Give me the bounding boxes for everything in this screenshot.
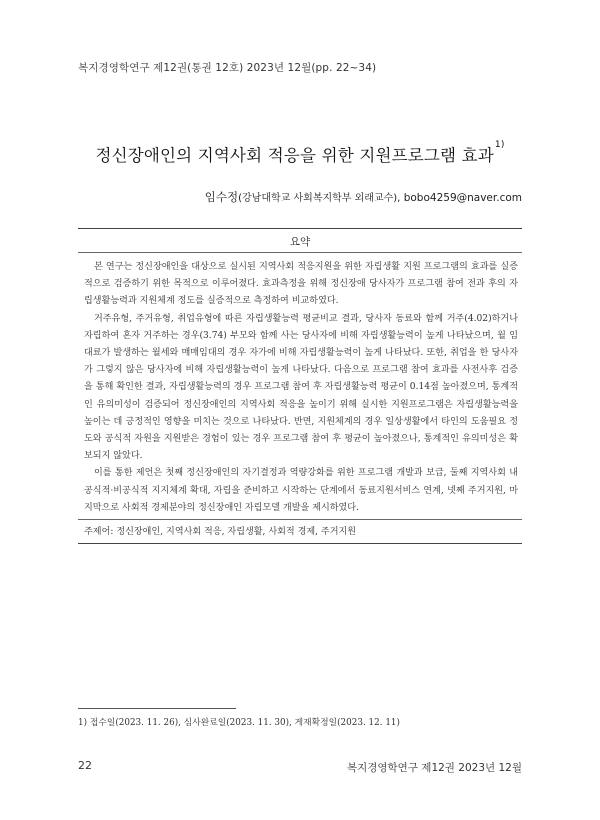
author-line: [205, 189, 522, 205]
paper-title: [40, 142, 560, 166]
abstract-paragraph: 이를 통한 제언은 첫째 정신장애인의 자기결정과 역량강화를 위한 프로그램 개발과 보급, 둘째 지역사회 내 공식적·비공식적 지지체계 확대, 자립을 준비하고 시작하는 단계에서 동료지원서비스 연계, 넷째 주거지원, 마지막으로 사회적 경제분야의 정신장애인 자립모델 개발을 제시하였다.: [84, 468, 518, 513]
running-header: 복지경영학연구 제12권(통권 12호) 2023년 12월(pp. 22~34): [78, 62, 377, 74]
abstract-body: [78, 253, 522, 519]
author-name: 임수정: [204, 190, 239, 204]
footnote-divider: [78, 708, 236, 709]
abstract-heading: 요약: [78, 229, 522, 253]
abstract-box: [78, 228, 522, 544]
abstract-paragraph: 본 연구는 정신장애인을 대상으로 실시된 지역사회 적응지원을 위한 자립생활 지원 프로그램의 효과를 실증적으로 검증하기 위한 목적으로 이루어졌다. 효과측정을 위해 정신장애 당사자가 프로그램 참여 전과 후의 자립생활능력과 지원체계 정도를 실증적으로 측정하여 비교하였다.: [84, 262, 518, 307]
running-footer: 복지경영학연구 제12권 2023년 12월: [346, 762, 522, 774]
footnote: 1) 접수일(2023. 11. 26), 심사완료일(2023. 11. 30), 게재확정일(2023. 12. 11): [78, 718, 400, 728]
page-number: 22: [78, 759, 92, 772]
abstract-paragraph: 거주유형, 주거유형, 취업유형에 따른 자립생활능력 평균비교 결과, 당사자 동료와 함께 거주(4.02)하거나 자립하여 혼자 거주하는 경우(3.74) 부모와 함께 사는 당사자에 비해 자립생활능력이 높게 나타났으며, 월 임대료가 발생하는 월세와 매매임대의 경우 자가에 비해 자립생활능력이 높게 나타났다. 또한, 취업을 한 당사자가 그렇지 않은 당사자에 비해 자립생활능력이 높게 나타났다. 다음으로 프로그램 참여 효과를 사전사후 검증을 통해 확인한 결과, 자립생활능력의 경우 프로그램 참여 후 자립생활능력 평균이 0.14점 높아졌으며, 통계적인 유의미성이 검증되어 정신장애인의 지역사회 적응을 높이기 위해 실시한 지원프로그램은 자립생활능력을 높이는 데 긍정적인 영향을 미치는 것으로 나타났다. 반면, 지원체계의 경우 일상생활에서 타인의 도움필요 정도와 공식적 자원을 지원받은 경험이 있는 경우 프로그램 참여 후 평균이 높아졌으나, 통계적인 유의미성은 확보되지 않았다.: [84, 313, 518, 462]
keywords-text: 정신장애인, 지역사회 적응, 자립생활, 사회적 경제, 주거지원: [116, 527, 357, 538]
author-email: bobo4259@naver.com: [403, 192, 522, 204]
title-text: 정신장애인의 지역사회 적응을 위한 지원프로그램 효과: [95, 146, 494, 165]
author-affiliation: (강남대학교 사회복지학부 외래교수),: [238, 193, 401, 204]
keywords-line: [78, 519, 522, 543]
title-footnote-mark: 1): [494, 140, 505, 150]
keywords-label: 주제어:: [84, 527, 114, 538]
